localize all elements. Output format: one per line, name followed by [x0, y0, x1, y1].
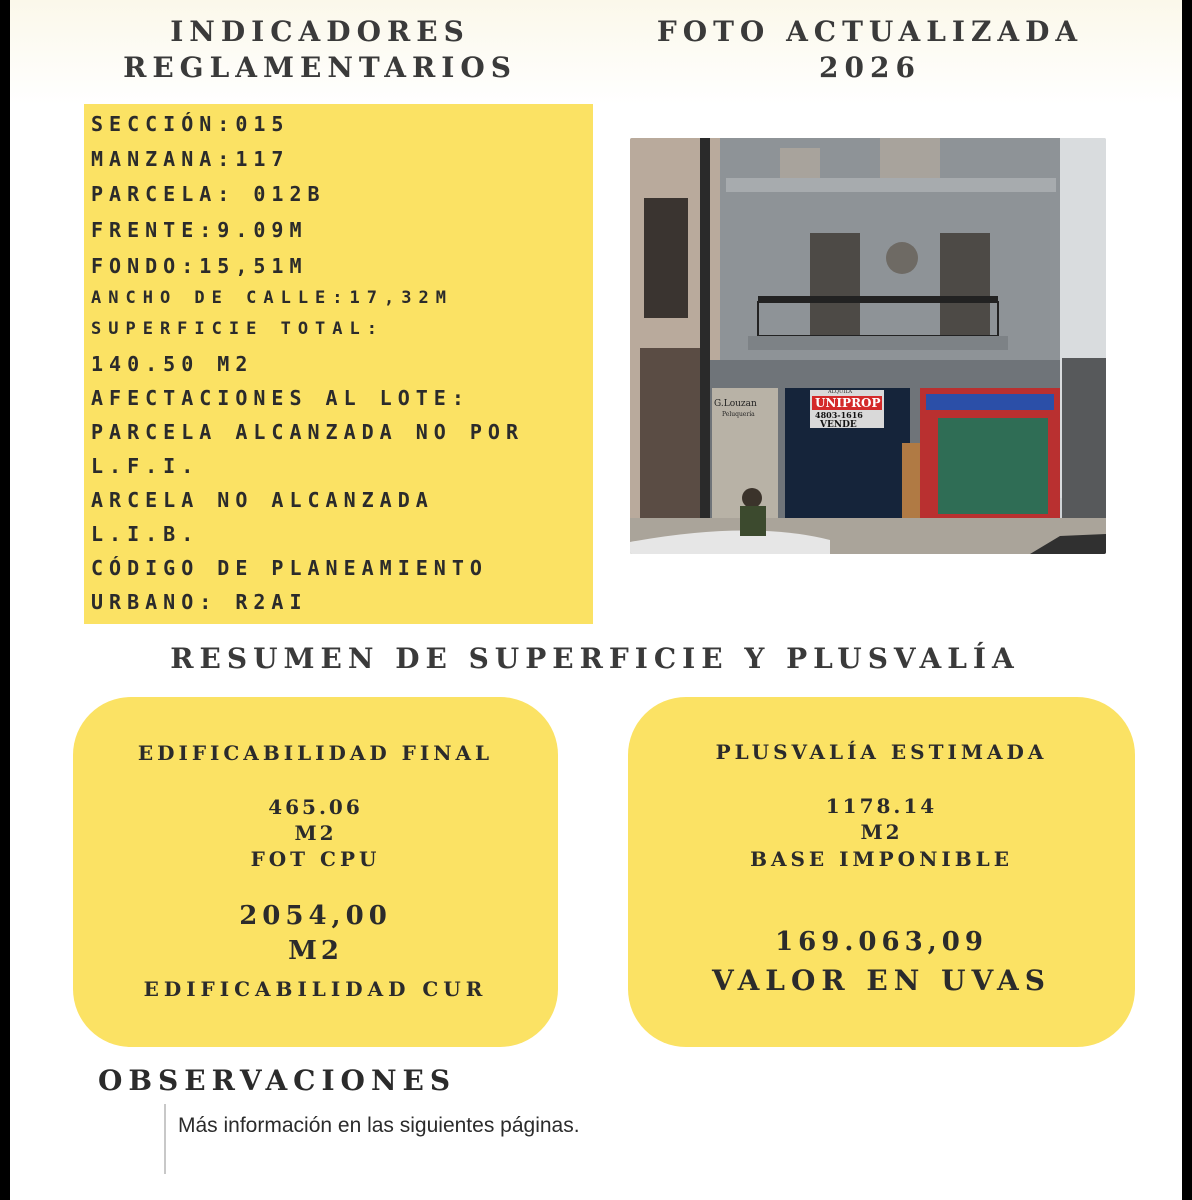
- building-photo: [630, 138, 1106, 554]
- indicator-ancho-calle: ANCHO DE CALLE:17,32M: [91, 288, 453, 308]
- edificabilidad-card: [73, 697, 558, 1047]
- photo-sign-store1-sub: Peluquería: [722, 411, 755, 418]
- photo-sign-vende: VENDE: [820, 420, 857, 430]
- edificabilidad-cur-unit: M2: [288, 936, 343, 966]
- indicator-lib: L.I.B.: [91, 522, 200, 546]
- indicators-header-line2: REGLAMENTARIOS: [123, 51, 517, 84]
- valor-uvas-label: VALOR EN UVAS: [712, 964, 1051, 997]
- observaciones-title: OBSERVACIONES: [98, 1064, 457, 1097]
- indicator-fondo: FONDO:15,51M: [91, 254, 308, 278]
- edificabilidad-title: EDIFICABILIDAD FINAL: [137, 741, 494, 765]
- indicator-manzana: MANZANA:117: [91, 147, 290, 171]
- plusvalia-title: PLUSVALÍA ESTIMADA: [715, 740, 1048, 764]
- photo-sign-agency: UNIPROP: [815, 396, 881, 410]
- fot-cpu-unit: M2: [294, 821, 337, 845]
- indicator-seccion: SECCIÓN:015: [91, 112, 290, 136]
- indicator-urbano: URBANO: R2AI: [91, 590, 308, 614]
- right-frame-border: [1182, 0, 1192, 1200]
- indicator-lfi: L.F.I.: [91, 454, 200, 478]
- summary-title: RESUMEN DE SUPERFICIE Y PLUSVALÍA: [170, 642, 1020, 675]
- photo-header: [620, 14, 1120, 86]
- indicator-frente: FRENTE:9.09M: [91, 218, 308, 242]
- edificabilidad-cur-label: EDIFICABILIDAD CUR: [143, 977, 488, 1001]
- indicator-superficie-label: SUPERFICIE TOTAL:: [91, 319, 384, 339]
- photo-sign-store1: G.Louzan: [714, 399, 757, 409]
- base-imponible-value: 1178.14: [825, 794, 938, 818]
- photo-header-line1: FOTO ACTUALIZADA: [656, 15, 1084, 48]
- indicator-codigo: CÓDIGO DE PLANEAMIENTO: [91, 556, 488, 580]
- base-imponible-label: BASE IMPONIBLE: [750, 847, 1013, 871]
- valor-uvas-value: 169.063,09: [775, 927, 988, 957]
- indicator-afectaciones: AFECTACIONES AL LOTE:: [91, 386, 470, 410]
- edificabilidad-cur-value: 2054,00: [239, 901, 392, 931]
- fot-cpu-label: FOT CPU: [250, 847, 381, 871]
- base-imponible-unit: M2: [860, 820, 903, 844]
- indicators-header-line1: INDICADORES: [170, 15, 470, 48]
- plusvalia-card: [628, 697, 1135, 1047]
- photo-sign-agency-top: ALQUILA: [828, 389, 853, 395]
- indicator-parcela: PARCELA: 012B: [91, 182, 326, 206]
- observaciones-divider: [164, 1104, 166, 1174]
- photo-sign-phone: 4803-1616: [815, 410, 863, 420]
- indicator-parcela-alcanzada: PARCELA ALCANZADA NO POR: [91, 420, 524, 444]
- indicators-header: [100, 14, 540, 86]
- indicator-superficie-value: 140.50 M2: [91, 352, 254, 376]
- indicator-parcela-no-alcanzada: ARCELA NO ALCANZADA: [91, 488, 434, 512]
- fot-cpu-value: 465.06: [268, 795, 363, 819]
- left-frame-border: [0, 0, 10, 1200]
- observaciones-text: Más información en las siguientes páginas.: [178, 1114, 580, 1137]
- photo-header-line2: 2026: [819, 51, 921, 84]
